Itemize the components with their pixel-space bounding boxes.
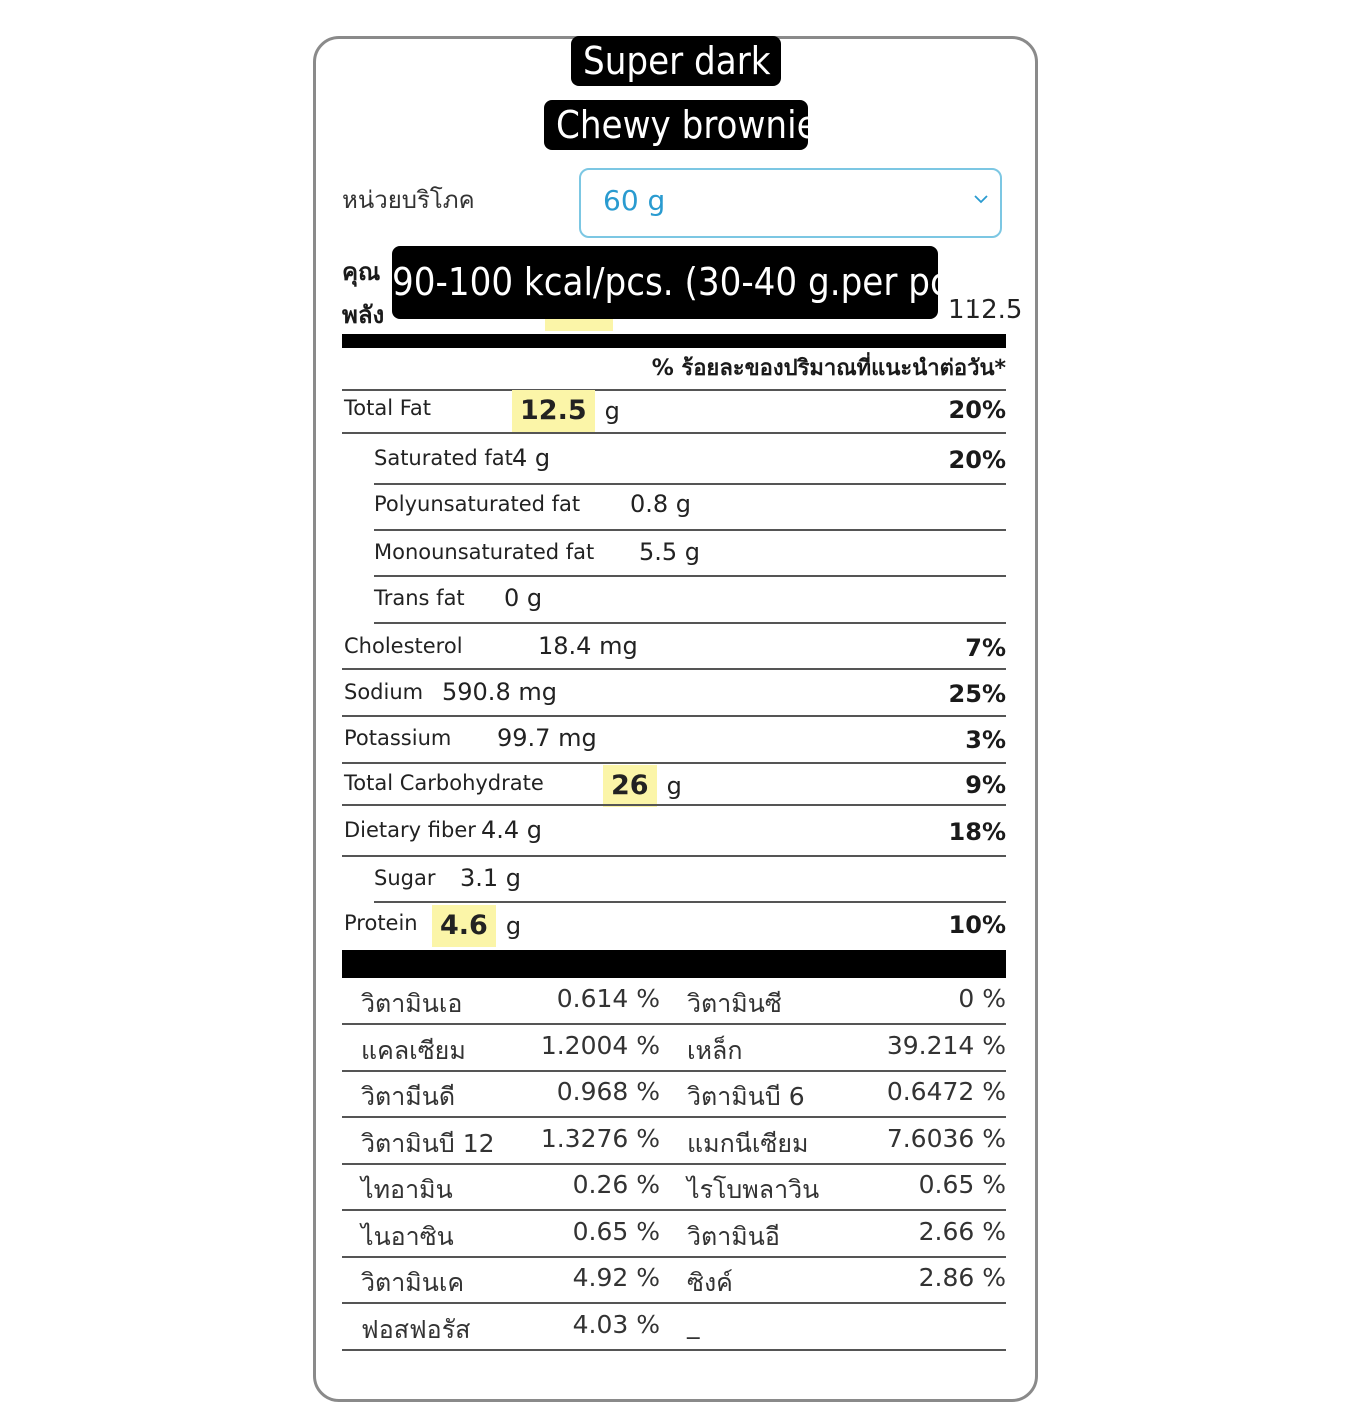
row-divider xyxy=(342,1209,1006,1211)
nutrient-amount xyxy=(432,905,521,947)
nutrient-label: Polyunsaturated fat xyxy=(374,492,581,516)
nutrient-daily-value: 18% xyxy=(948,818,1006,846)
row-divider xyxy=(374,622,1006,624)
vitamin-name: ไทอามิน xyxy=(361,1175,453,1204)
nutrient-label: Dietary fiber xyxy=(344,818,476,842)
nutrient-amount: 0.8 g xyxy=(630,490,692,518)
row-divider xyxy=(342,389,1006,391)
nutrient-amount: 0 g xyxy=(504,584,543,612)
vitamin-name: วิตามินอี xyxy=(687,1221,780,1251)
nutrient-amount: 3.1 g xyxy=(460,864,522,892)
nutrient-unit: g xyxy=(666,772,682,800)
row-divider xyxy=(342,1023,1006,1025)
nutrient-amount: 99.7 mg xyxy=(497,724,597,752)
vitamin-name: แคลเซียม xyxy=(361,1035,466,1065)
nutrient-daily-value: 10% xyxy=(948,911,1006,939)
highlight-amount: 4.6 xyxy=(432,905,496,947)
nutrient-label: Cholesterol xyxy=(344,634,463,658)
nutrient-label: Saturated fat xyxy=(374,446,513,470)
nutrient-amount xyxy=(512,390,620,432)
vitamin-value: 7.6036 % xyxy=(886,1123,1006,1153)
row-divider xyxy=(342,1116,1006,1118)
nutrient-unit: g xyxy=(505,912,522,940)
nutrient-amount: 18.4 mg xyxy=(538,632,638,660)
energy-label: พลัง xyxy=(342,301,385,329)
row-divider xyxy=(342,1163,1006,1165)
nutrient-daily-value: 25% xyxy=(948,680,1006,708)
vitamin-value: 0.65 % xyxy=(918,1170,1006,1199)
nutrient-amount xyxy=(603,765,682,807)
nutrient-amount: 4.4 g xyxy=(481,816,543,844)
vitamin-value: 0.614 % xyxy=(556,984,660,1013)
row-divider xyxy=(342,855,1006,857)
nutrient-daily-value: 3% xyxy=(965,726,1006,754)
nutrient-daily-value: 20% xyxy=(948,396,1006,424)
nutrient-amount: 4 g xyxy=(512,444,551,472)
nutrition-heading: คุณ xyxy=(342,258,381,286)
vitamin-value: 4.92 % xyxy=(572,1263,660,1292)
nutrient-amount: 5.5 g xyxy=(639,538,701,566)
nutrient-daily-value: 9% xyxy=(965,771,1006,799)
vitamin-value: 39.214 % xyxy=(886,1030,1006,1060)
nutrient-label: Total Carbohydrate xyxy=(344,771,544,795)
vitamin-name: วิตามินเค xyxy=(361,1268,465,1297)
nutrient-label: Sugar xyxy=(374,866,436,890)
title-line-2: Chewy brownie xyxy=(544,100,808,150)
nutrient-label: Monounsaturated fat xyxy=(374,540,595,564)
row-divider xyxy=(374,575,1006,577)
vitamin-value: 2.86 % xyxy=(918,1263,1006,1292)
serving-label: หน่วยบริโภค xyxy=(342,186,475,214)
row-divider xyxy=(342,715,1006,717)
highlight-amount: 12.5 xyxy=(512,390,595,432)
vitamin-name: ไรโบพลาวิน xyxy=(687,1175,820,1204)
title-line-1: Super dark xyxy=(571,36,781,86)
nutrient-label: Protein xyxy=(344,911,418,935)
vitamin-name: แมกนีเซียม xyxy=(687,1128,809,1158)
vitamin-name: วิตามินซี xyxy=(687,989,782,1018)
row-divider xyxy=(374,901,1006,903)
vitamin-name: เหล็ก xyxy=(687,1035,743,1065)
energy-divider xyxy=(342,334,1006,348)
highlight-amount: 26 xyxy=(603,765,657,807)
vitamin-value: 0.6472 % xyxy=(886,1077,1006,1106)
row-divider xyxy=(342,668,1006,670)
vitamin-value: 4.03 % xyxy=(572,1309,660,1339)
vitamin-name: วิตามินเอ xyxy=(361,989,463,1018)
vitamin-name: ซิงค์ xyxy=(687,1268,733,1297)
row-divider xyxy=(342,1256,1006,1258)
row-divider xyxy=(374,483,1006,485)
vitamin-value: 1.3276 % xyxy=(540,1123,660,1153)
vitamin-name: ฟอสฟอรัส xyxy=(361,1314,471,1344)
row-divider xyxy=(342,1070,1006,1072)
nutrient-daily-value: 7% xyxy=(965,634,1006,662)
vitamin-value: 0 % xyxy=(958,984,1006,1013)
energy-value: 112.5 xyxy=(948,295,1023,325)
nutrient-amount: 590.8 mg xyxy=(442,678,557,706)
chevron-down-icon xyxy=(972,190,990,208)
serving-value: 60 g xyxy=(603,184,666,217)
vitamin-value: 1.2004 % xyxy=(540,1030,660,1060)
vitamin-value: 0.26 % xyxy=(572,1170,660,1199)
row-divider xyxy=(342,762,1006,764)
row-divider xyxy=(374,529,1006,531)
vitamin-name: วิตามินบี 6 xyxy=(687,1082,805,1111)
vitamin-value: 0.968 % xyxy=(556,1077,660,1106)
nutrient-label: Potassium xyxy=(344,726,452,750)
nutrient-label: Sodium xyxy=(344,680,424,704)
vitamin-value: 2.66 % xyxy=(918,1216,1006,1246)
vitamin-divider xyxy=(342,950,1006,978)
nutrient-daily-value: 20% xyxy=(948,446,1006,474)
serving-size-select[interactable] xyxy=(579,168,1002,238)
vitamin-name: _ xyxy=(687,1309,700,1339)
vitamin-name: วิตามินบี 12 xyxy=(361,1128,495,1158)
nutrient-unit: g xyxy=(604,397,620,425)
daily-value-header: % ร้อยละของปริมาณที่แนะนำต่อวัน* xyxy=(651,356,1006,381)
nutrient-label: Total Fat xyxy=(344,396,431,420)
kcal-banner: 90-100 kcal/pcs. (30-40 g.per pcs) xyxy=(392,246,938,319)
vitamin-value: 0.65 % xyxy=(572,1216,660,1246)
vitamin-name: วิตามีนดี xyxy=(361,1082,456,1111)
row-divider xyxy=(342,432,1006,434)
row-divider xyxy=(342,804,1006,806)
vitamin-name: ไนอาซิน xyxy=(361,1221,454,1251)
row-divider xyxy=(342,1302,1006,1304)
nutrient-label: Trans fat xyxy=(374,586,465,610)
